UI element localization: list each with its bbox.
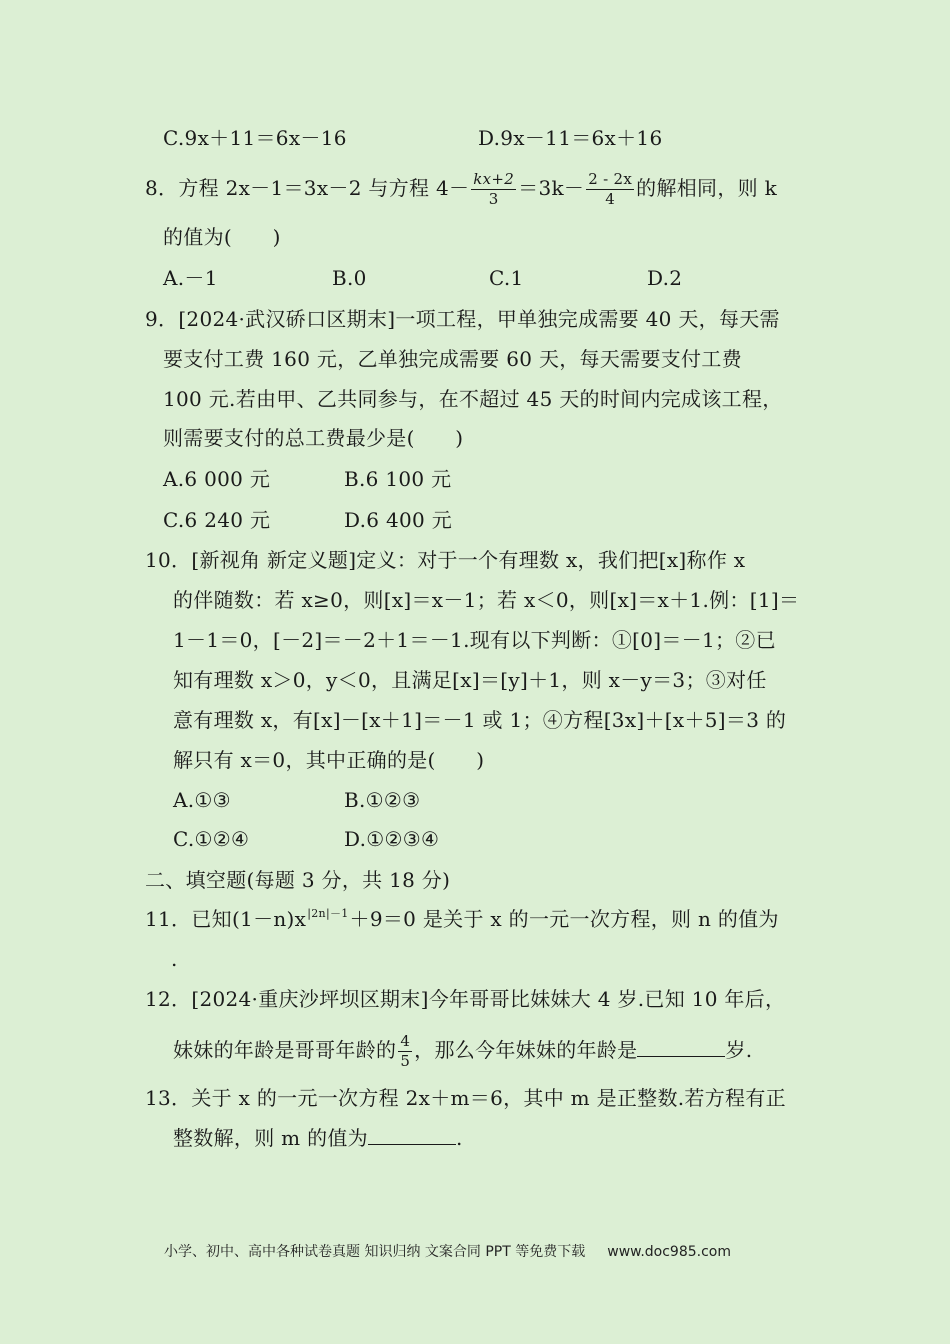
q8-stem-line2: 的值为( ) — [163, 225, 281, 249]
q11-text-a: 11．已知(1－n)x — [145, 907, 307, 931]
q8-text-b: ＝3k－ — [518, 176, 585, 200]
q8-stem-line1 — [145, 172, 777, 207]
q10-stem-line1: 10．[新视角 新定义题]定义：对于一个有理数 x，我们把[x]称作 x — [145, 548, 746, 572]
q9-option-a: A.6 000 元 — [163, 467, 271, 491]
q11-text-b: ＋9＝0 是关于 x 的一元一次方程，则 n 的值为 — [349, 907, 779, 931]
q10-option-b: B.①②③ — [344, 788, 421, 812]
q10-stem-line2: 的伴随数：若 x≥0，则[x]＝x－1；若 x＜0，则[x]＝x＋1.例：[1]＝ — [173, 588, 800, 612]
q8-option-c: C.1 — [489, 266, 524, 290]
q9-stem-line3: 100 元.若由甲、乙共同参与，在不超过 45 天的时间内完成该工程， — [163, 387, 783, 411]
q9-option-b: B.6 100 元 — [344, 467, 452, 491]
q13-text-b: . — [455, 1126, 463, 1150]
q11-stem-line2: . — [171, 947, 178, 971]
q12-answer-blank[interactable] — [637, 1038, 725, 1057]
q13-stem-line1: 13．关于 x 的一元一次方程 2x＋m＝6，其中 m 是正整数.若方程有正 — [145, 1086, 786, 1110]
q12-fraction — [398, 1034, 412, 1069]
q8-option-d: D.2 — [647, 266, 683, 290]
q8-option-b: B.0 — [332, 266, 367, 290]
q10-stem-line3: 1－1＝0，[－2]＝－2＋1＝－1.现有以下判断：①[0]＝－1；②已 — [173, 628, 776, 652]
q7-option-d: D.9x－11＝6x＋16 — [478, 126, 663, 150]
q8-fraction-2-numerator: 2 - 2x — [588, 170, 633, 188]
q9-stem-line1: 9．[2024·武汉硚口区期末]一项工程，甲单独完成需要 40 天，每天需 — [145, 307, 780, 331]
q8-text-c: 的解相同，则 k — [636, 176, 778, 200]
q10-option-a: A.①③ — [173, 788, 231, 812]
q10-stem-line6: 解只有 x＝0，其中正确的是( ) — [173, 748, 485, 772]
q9-stem-line2: 要支付工费 160 元，乙单独完成需要 60 天，每天需要支付工费 — [163, 347, 742, 371]
q10-option-c: C.①②④ — [173, 827, 250, 851]
q8-fraction-2 — [586, 172, 634, 207]
q12-text-c: 岁. — [725, 1038, 753, 1062]
q8-fraction-1-numerator: kx+2 — [473, 170, 515, 188]
section-heading-fill-in: 二、填空题(每题 3 分，共 18 分) — [145, 868, 451, 892]
q8-fraction-1-denominator: 3 — [488, 190, 499, 208]
q7-option-c: C.9x＋11＝6x－16 — [163, 126, 347, 150]
q12-text-a: 妹妹的年龄是哥哥年龄的 — [173, 1038, 397, 1062]
q10-stem-line4: 知有理数 x＞0，y＜0，且满足[x]＝[y]＋1，则 x－y＝3；③对任 — [173, 668, 767, 692]
q13-text-a: 整数解，则 m 的值为 — [173, 1126, 368, 1150]
q11-exponent: |2n|－1 — [307, 907, 349, 920]
q10-option-d: D.①②③④ — [344, 827, 440, 851]
q11-stem-line1 — [145, 905, 779, 937]
q13-answer-blank[interactable] — [368, 1126, 456, 1145]
q10-stem-line5: 意有理数 x，有[x]－[x＋1]＝－1 或 1；④方程[3x]＋[x＋5]＝3 的 — [173, 708, 787, 732]
q12-text-b: ，那么今年妹妹的年龄是 — [414, 1038, 638, 1062]
q8-text-a: 8．方程 2x－1＝3x－2 与方程 4－ — [145, 176, 470, 200]
q12-stem-line2 — [173, 1034, 752, 1069]
q9-stem-line4: 则需要支付的总工费最少是( ) — [163, 426, 464, 450]
q12-fraction-denominator: 5 — [400, 1052, 411, 1070]
q13-stem-line2 — [173, 1124, 463, 1152]
footer-text: 小学、初中、高中各种试卷真题 知识归纳 文案合同 PPT 等免费下载 — [164, 1244, 586, 1260]
q8-fraction-2-denominator: 4 — [605, 190, 616, 208]
page-footer — [164, 1242, 731, 1262]
q8-fraction-1 — [471, 172, 516, 207]
q8-option-a: A.－1 — [163, 266, 218, 290]
q9-option-d: D.6 400 元 — [344, 508, 452, 532]
footer-url[interactable]: www.doc985.com — [607, 1244, 731, 1260]
q12-stem-line1: 12．[2024·重庆沙坪坝区期末]今年哥哥比妹妹大 4 岁.已知 10 年后， — [145, 987, 786, 1011]
q9-option-c: C.6 240 元 — [163, 508, 271, 532]
q12-fraction-numerator: 4 — [400, 1032, 411, 1050]
